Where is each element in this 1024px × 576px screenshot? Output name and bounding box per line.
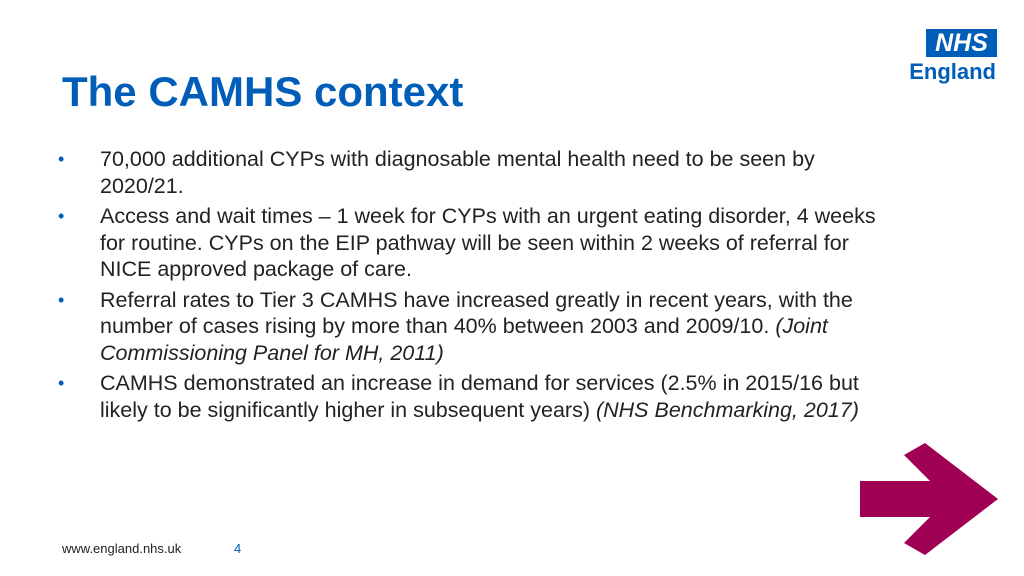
bullet-item	[58, 146, 878, 199]
bullet-text: 70,000 additional CYPs with diagnosable mental health need to be seen by 2020/21.	[100, 147, 815, 198]
bullet-text: Referral rates to Tier 3 CAMHS have increased greatly in recent years, with the number of cases rising by more than 40% between 2003 and 2009/10.	[100, 287, 853, 338]
bullet-text: CAMHS demonstrated an increase in demand for services (2.5% in 2015/16 but likely to be significantly higher in subsequent years)	[100, 371, 859, 422]
bullet-citation: (Joint Commissioning Panel for MH, 2011)	[100, 314, 828, 365]
nhs-logo-box: NHS	[926, 29, 997, 57]
bullet-dot-icon: •	[58, 373, 65, 393]
bullet-citation: (NHS Benchmarking, 2017)	[595, 397, 859, 422]
bullet-text: Access and wait times – 1 week for CYPs with an urgent eating disorder, 4 weeks for routine. CYPs on the EIP pathway will be seen within 2 weeks of referral for NICE approved package of care.	[100, 204, 876, 281]
bullet-item	[58, 370, 878, 423]
bullet-dot-icon: •	[58, 289, 65, 310]
bullet-dot-icon: •	[58, 206, 65, 226]
page-number: 4	[234, 541, 242, 556]
bullet-item	[58, 203, 878, 283]
bullet-list	[58, 146, 878, 427]
arrow-right-icon	[860, 443, 1000, 555]
nhs-england-logo	[904, 29, 998, 85]
slide-title: The CAMHS context	[62, 68, 464, 115]
footer-url: www.england.nhs.uk	[62, 541, 182, 556]
bullet-item	[58, 287, 878, 367]
bullet-dot-icon: •	[58, 149, 65, 169]
nhs-logo-region: England	[909, 59, 996, 84]
